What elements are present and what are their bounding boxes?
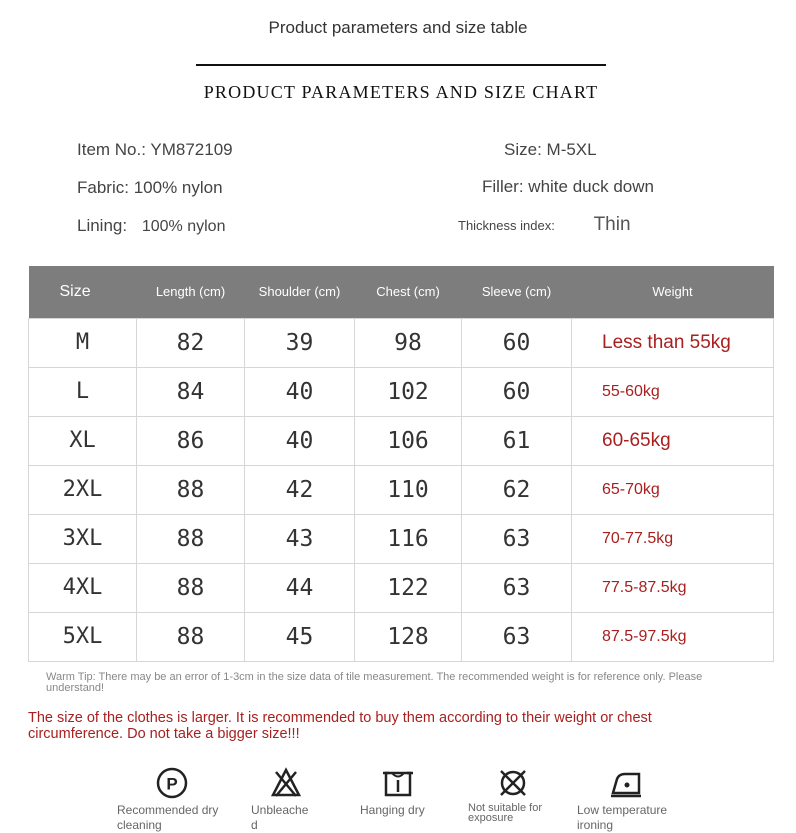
length-cell: 88	[137, 514, 245, 563]
shoulder-cell: 40	[245, 416, 355, 465]
chest-cell: 102	[355, 367, 462, 416]
shoulder-cell: 43	[245, 514, 355, 563]
param-fabric	[77, 178, 223, 198]
shoulder-cell: 42	[245, 465, 355, 514]
size-cell: M	[29, 318, 137, 367]
size-cell: XL	[29, 416, 137, 465]
shoulder-cell: 40	[245, 367, 355, 416]
care-dry-clean	[117, 766, 227, 832]
chest-cell: 106	[355, 416, 462, 465]
sleeve-cell: 63	[462, 514, 572, 563]
param-thickness	[458, 214, 631, 236]
size-cell: 2XL	[29, 465, 137, 514]
header-shoulder: Shoulder (cm)	[258, 284, 341, 300]
weight-cell: 65-70kg	[572, 465, 774, 514]
param-filler	[482, 177, 654, 197]
weight-cell: Less than 55kg	[572, 318, 774, 367]
header-size: Size	[59, 282, 91, 300]
care-low-temp-iron	[577, 766, 677, 832]
svg-text:P: P	[166, 774, 178, 794]
weight-cell: 55-60kg	[572, 367, 774, 416]
param-item-no-value: YM872109	[150, 140, 233, 159]
page-title: Product parameters and size table	[268, 18, 528, 37]
table-row	[29, 367, 774, 416]
care-dry-clean-label: Recommended dry cleaning	[117, 803, 219, 832]
sleeve-cell: 60	[462, 367, 572, 416]
chest-cell: 116	[355, 514, 462, 563]
length-cell: 88	[137, 465, 245, 514]
param-fabric-value: 100% nylon	[133, 178, 223, 197]
table-row	[29, 514, 774, 563]
size-table-header	[29, 266, 774, 318]
table-row	[29, 465, 774, 514]
sleeve-cell: 61	[462, 416, 572, 465]
shoulder-cell: 44	[245, 563, 355, 612]
care-no-wash	[468, 766, 558, 832]
size-table	[28, 266, 774, 662]
no-wash-icon	[496, 766, 530, 800]
table-row	[29, 612, 774, 661]
param-size-label: Size:	[504, 140, 542, 159]
param-filler-label: Filler:	[482, 177, 524, 196]
param-lining-value: 100% nylon	[141, 218, 226, 235]
header-weight: Weight	[652, 284, 693, 300]
param-filler-value: white duck down	[528, 177, 654, 196]
length-cell: 86	[137, 416, 245, 465]
param-size	[504, 140, 597, 160]
sleeve-cell: 63	[462, 612, 572, 661]
param-item-no-label: Item No.:	[77, 140, 146, 159]
length-cell: 82	[137, 318, 245, 367]
length-cell: 88	[137, 563, 245, 612]
care-hanging-dry	[360, 766, 435, 832]
care-low-temp-iron-label: Low temperature ironing	[577, 803, 668, 832]
weight-cell: 60-65kg	[572, 416, 774, 465]
length-cell: 84	[137, 367, 245, 416]
low-temp-iron-icon	[609, 766, 645, 800]
hanging-dry-icon	[381, 766, 415, 800]
weight-cell: 77.5-87.5kg	[572, 563, 774, 612]
dry-clean-icon	[155, 766, 189, 800]
length-cell: 88	[137, 612, 245, 661]
care-no-bleach	[251, 766, 321, 832]
param-fabric-label: Fabric:	[77, 178, 129, 197]
param-thickness-value: Thin	[593, 214, 631, 235]
header-sleeve: Sleeve (cm)	[481, 284, 552, 300]
chest-cell: 110	[355, 465, 462, 514]
chest-cell: 122	[355, 563, 462, 612]
param-thickness-label: Thickness index:	[458, 218, 555, 233]
size-cell: 3XL	[29, 514, 137, 563]
shoulder-cell: 45	[245, 612, 355, 661]
param-item-no	[77, 140, 233, 160]
table-row	[29, 563, 774, 612]
sleeve-cell: 62	[462, 465, 572, 514]
size-note: The size of the clothes is larger. It is recommended to buy them according to their weight or chest circumference. Do not take a bigger size!!!	[28, 710, 652, 742]
sleeve-cell: 63	[462, 563, 572, 612]
header-length: Length (cm)	[155, 284, 226, 300]
chest-cell: 128	[355, 612, 462, 661]
care-hanging-dry-label: Hanging dry	[360, 803, 425, 817]
chart-heading: PRODUCT PARAMETERS AND SIZE CHART	[203, 82, 599, 102]
header-chest: Chest (cm)	[376, 284, 440, 300]
table-row	[29, 318, 774, 367]
chest-cell: 98	[355, 318, 462, 367]
care-no-bleach-label: Unbleached	[251, 803, 309, 832]
shoulder-cell: 39	[245, 318, 355, 367]
weight-cell: 87.5-97.5kg	[572, 612, 774, 661]
table-row	[29, 416, 774, 465]
warm-tip: Warm Tip: There may be an error of 1-3cm in the size data of tile measurement. The recommended weight is for reference only. Please understand!	[46, 671, 703, 694]
size-cell: 5XL	[29, 612, 137, 661]
param-lining-label: Lining:	[77, 216, 128, 235]
sleeve-cell: 60	[462, 318, 572, 367]
no-bleach-icon	[269, 766, 303, 800]
size-cell: L	[29, 367, 137, 416]
care-no-wash-label: Not suitable for exposure	[468, 802, 542, 824]
param-lining	[77, 216, 225, 236]
weight-cell: 70-77.5kg	[572, 514, 774, 563]
heading-rule	[196, 64, 606, 66]
param-size-value: M-5XL	[546, 140, 597, 159]
size-cell: 4XL	[29, 563, 137, 612]
